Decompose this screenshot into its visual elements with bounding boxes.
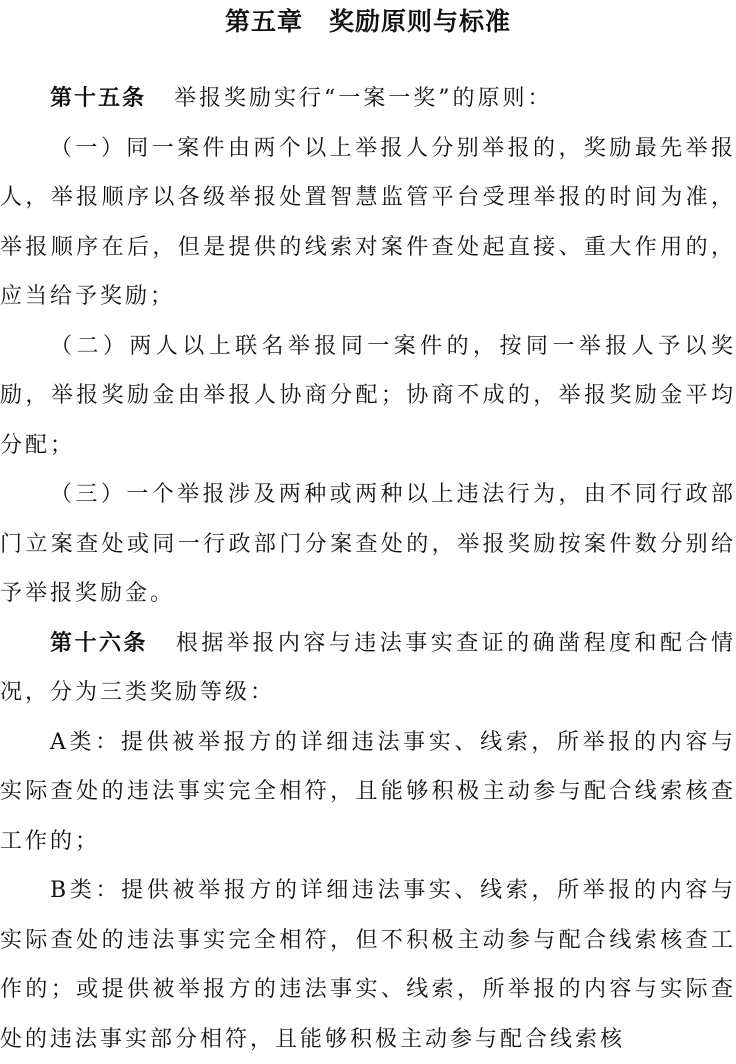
article-16-intro [0,619,736,718]
article-16-class-b: B类：提供被举报方的详细违法事实、线索，所举报的内容与实际查处的违法事实完全相符，但不积极主动参与配合线索核查工作的；或提供被举报方的违法事实、线索，所举报的内容与实际查处的违法事实部分相符，且能够积极主动参与配合线索核 [0,878,736,1052]
article-15-item-1: （一）同一案件由两个以上举报人分别举报的，奖励最先举报人，举报顺序以各级举报处置智慧监管平台受理举报的时间为准，举报顺序在后，但是提供的线索对案件查处起直接、重大作用的，应当给予奖励； [0,135,736,309]
article-16-heading: 第十六条 [50,630,148,656]
article-16-text: 根据举报内容与违法事实查证的确凿程度和配合情况，分为三类奖励等级： [0,630,736,705]
article-16-class-a: A类：提供被举报方的详细违法事实、线索，所举报的内容与实际查处的违法事实完全相符，且能够积极主动参与配合线索核查工作的； [0,729,736,854]
document-body [0,74,736,1064]
article-15-text: 举报奖励实行“一案一奖”的原则： [174,86,553,111]
article-15-heading: 第十五条 [50,86,147,111]
article-15-intro [0,74,736,124]
article-15-item-2: （二）两人以上联名举报同一案件的，按同一举报人予以奖励，举报奖励金由举报人协商分配；协商不成的，举报奖励金平均分配； [0,333,736,458]
article-15-item-3: （三）一个举报涉及两种或两种以上违法行为，由不同行政部门立案查处或同一行政部门分案查处的，举报奖励按案件数分别给予举报奖励金。 [0,482,736,606]
chapter-title: 第五章 奖励原则与标准 [224,7,511,36]
